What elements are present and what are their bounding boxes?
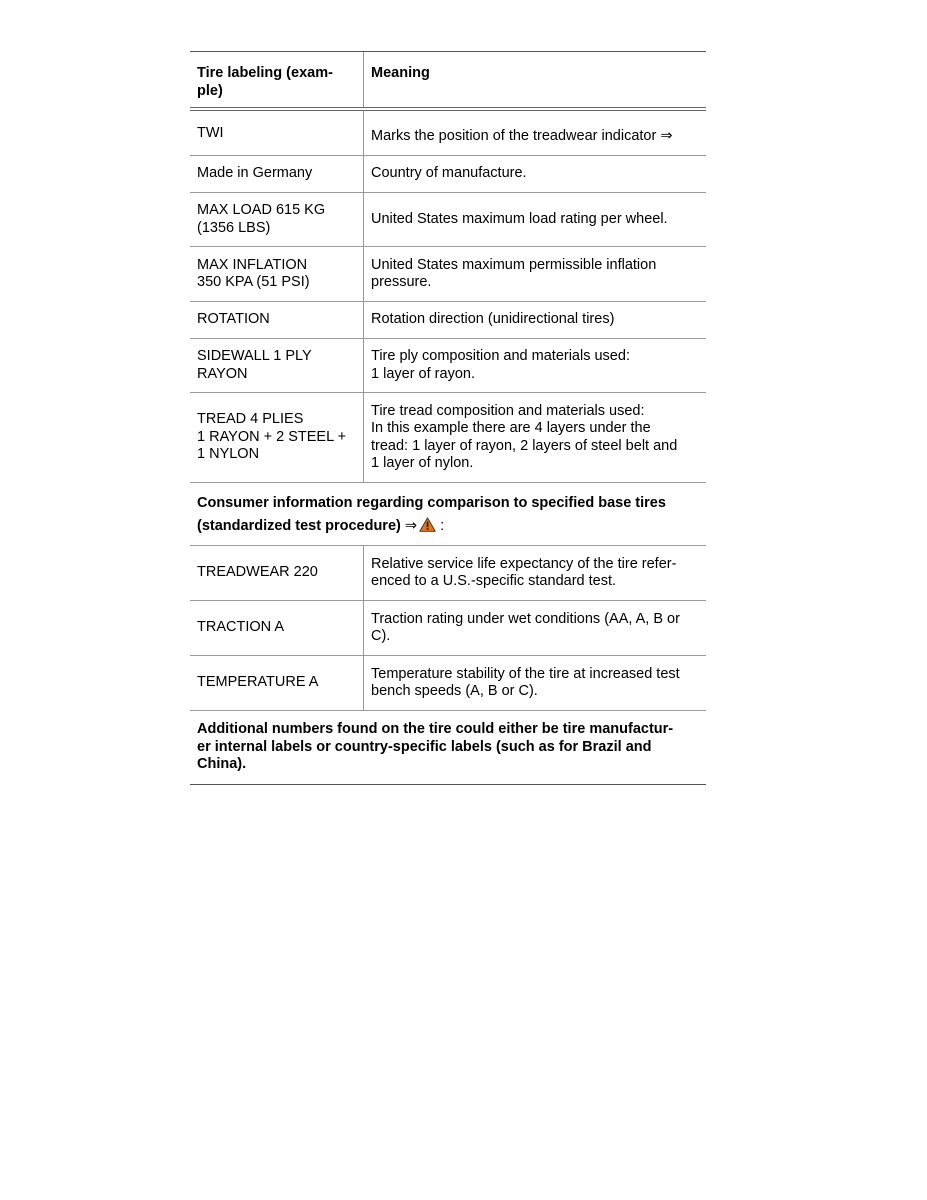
row-label: Made in Germany bbox=[197, 165, 313, 182]
row-meaning: United States maximum load rating per wheel. bbox=[371, 210, 668, 227]
label-cell bbox=[190, 601, 364, 655]
table-header-row bbox=[190, 52, 706, 107]
consumer-info-heading bbox=[190, 483, 706, 545]
row-meaning: Tire tread composition and materials used: In this example there are 4 layers under the tread: 1 layer of rayon, 2 layers of steel belt and 1 layer of nylon. bbox=[371, 402, 678, 471]
consumer-info-line2: (standardized test procedure) bbox=[197, 518, 401, 534]
table-row bbox=[190, 193, 706, 246]
label-cell bbox=[190, 393, 364, 482]
row-label: TEMPERATURE A bbox=[197, 674, 319, 691]
row-meaning: Marks the position of the treadwear indicator ⇒ bbox=[371, 128, 673, 144]
meaning-cell bbox=[364, 339, 706, 392]
table-bottom-rule bbox=[190, 784, 706, 785]
row-label: TRACTION A bbox=[197, 619, 285, 636]
footer-note: Additional numbers found on the tire could either be tire manufactur- er internal labels or country-specific labels (such as for Brazil and China). bbox=[197, 721, 674, 772]
row-label: MAX LOAD 615 KG (1356 LBS) bbox=[197, 202, 326, 236]
heading-colon: : bbox=[440, 518, 445, 534]
label-cell bbox=[190, 156, 364, 192]
meaning-cell bbox=[364, 393, 706, 482]
row-meaning: United States maximum permissible inflation pressure. bbox=[371, 256, 657, 290]
header-cell-labeling bbox=[190, 52, 364, 107]
meaning-cell bbox=[364, 111, 706, 155]
label-cell bbox=[190, 546, 364, 600]
meaning-cell bbox=[364, 193, 706, 246]
meaning-cell bbox=[364, 156, 706, 192]
header-meaning-text: Meaning bbox=[371, 65, 430, 81]
table-row bbox=[190, 601, 706, 655]
table-row bbox=[190, 339, 706, 392]
table-row bbox=[190, 393, 706, 482]
tire-labeling-table bbox=[190, 51, 706, 785]
see-reference-arrow: ⇒ bbox=[404, 518, 418, 534]
row-meaning: Rotation direction (unidirectional tires) bbox=[371, 311, 615, 328]
meaning-cell bbox=[364, 247, 706, 301]
row-label: ROTATION bbox=[197, 311, 270, 328]
label-cell bbox=[190, 339, 364, 392]
label-cell bbox=[190, 247, 364, 301]
header-cell-meaning bbox=[364, 52, 706, 107]
consumer-info-line1: Consumer information regarding comparison to specified base tires bbox=[197, 495, 666, 511]
meaning-cell bbox=[364, 302, 706, 338]
row-label: SIDEWALL 1 PLY RAYON bbox=[197, 348, 312, 382]
table-row bbox=[190, 111, 706, 155]
row-meaning: Relative service life expectancy of the tire refer- enced to a U.S.-specific standard test. bbox=[371, 555, 677, 589]
table-row bbox=[190, 247, 706, 301]
table-row bbox=[190, 546, 706, 600]
header-labeling-text: Tire labeling (exam- ple) bbox=[197, 65, 333, 99]
row-label: TREAD 4 PLIES 1 RAYON + 2 STEEL + 1 NYLON bbox=[197, 411, 347, 463]
row-meaning: Tire ply composition and materials used: 1 layer of rayon. bbox=[371, 348, 630, 382]
label-cell bbox=[190, 656, 364, 710]
table-row bbox=[190, 302, 706, 338]
meaning-cell bbox=[364, 656, 706, 710]
meaning-cell bbox=[364, 601, 706, 655]
label-cell bbox=[190, 111, 364, 155]
row-meaning: Traction rating under wet conditions (AA, A, B or C). bbox=[371, 610, 680, 644]
row-meaning: Temperature stability of the tire at increased test bench speeds (A, B or C). bbox=[371, 665, 680, 699]
label-cell bbox=[190, 193, 364, 246]
row-label: MAX INFLATION 350 KPA (51 PSI) bbox=[197, 256, 310, 290]
table-row bbox=[190, 156, 706, 192]
warning-triangle-icon bbox=[419, 517, 436, 532]
row-label: TWI bbox=[197, 125, 224, 141]
row-meaning: Country of manufacture. bbox=[371, 165, 527, 182]
row-label: TREADWEAR 220 bbox=[197, 564, 318, 581]
meaning-cell bbox=[364, 546, 706, 600]
label-cell bbox=[190, 302, 364, 338]
table-row bbox=[190, 656, 706, 710]
